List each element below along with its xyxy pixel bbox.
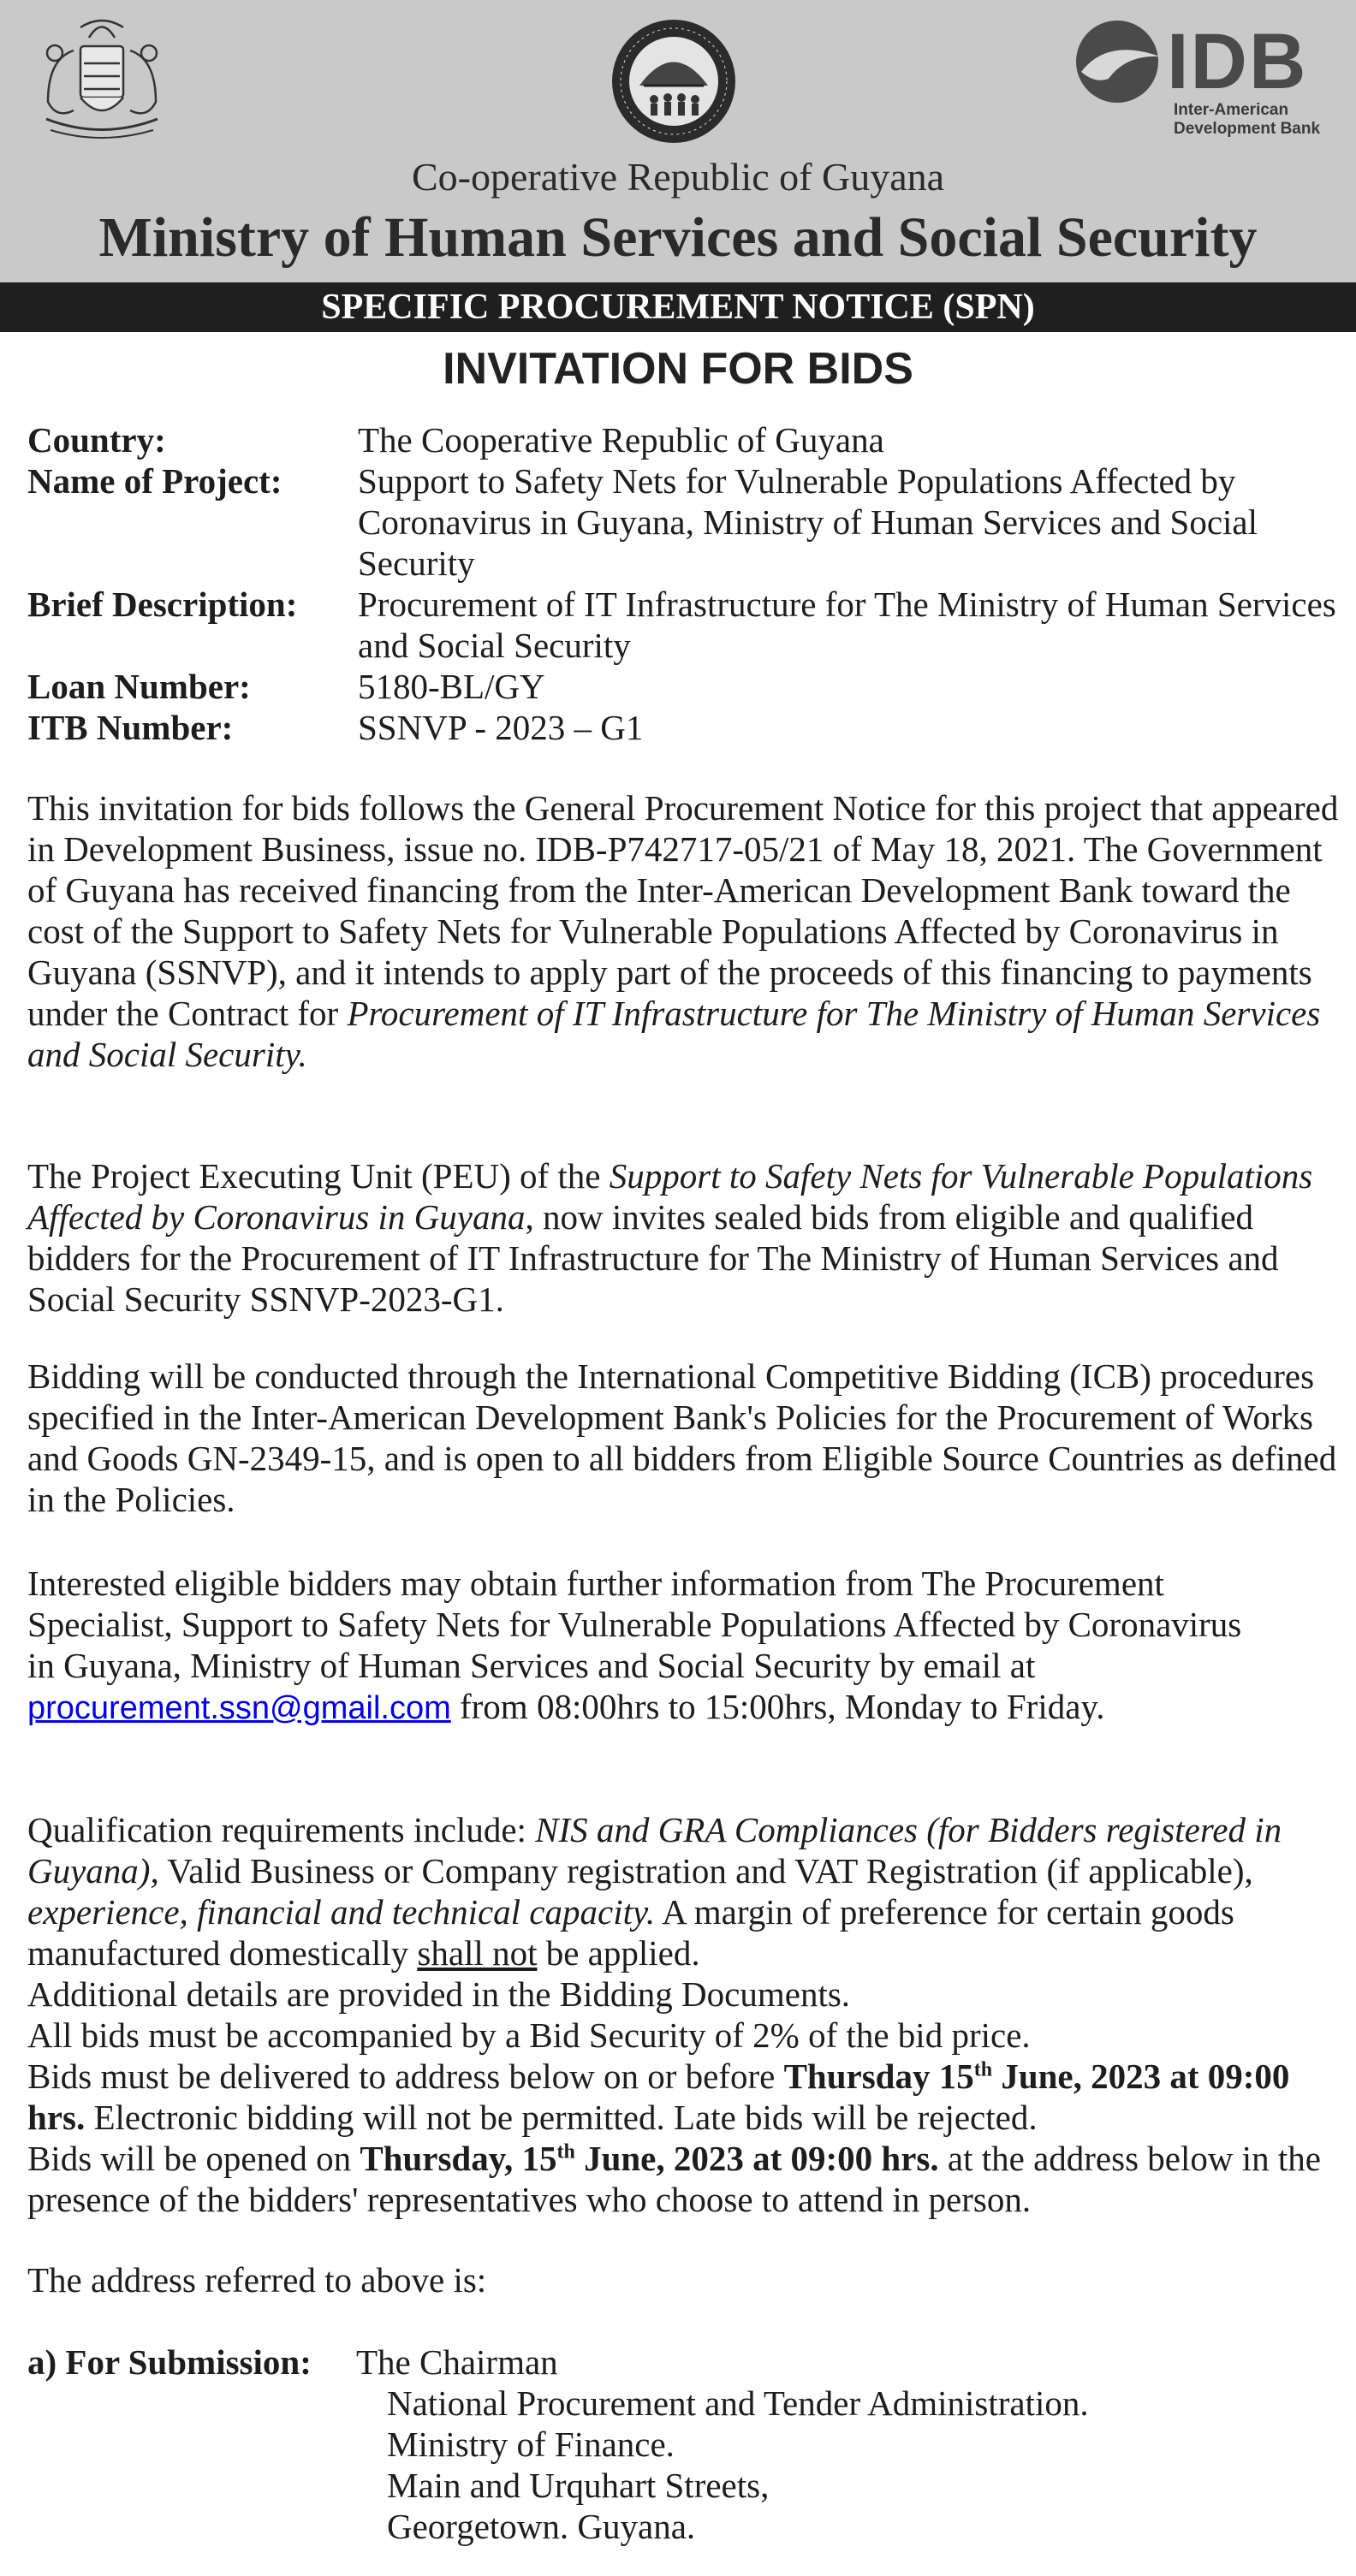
address-line: National Procurement and Tender Administration. bbox=[387, 2383, 1089, 2423]
idb-logo-name: IDB bbox=[1167, 18, 1308, 105]
field-label: ITB Number: bbox=[27, 708, 234, 747]
opening-date-day: Thursday, 15 bbox=[360, 2139, 557, 2178]
paragraph-text: This invitation for bids follows the General Procurement Notice for this project that appeared in Development Business, issue no. IDB-P742717-05/21 of May 18, 2021. The Government of Guyana has received financing from the Inter-American Development Bank toward the cost of the Support to Safety Nets for Vulnerable Populations Affected by Coronavirus in Guyana (SSNVP), and it intends to apply part of the proceeds of this financing to payments under the Contract for bbox=[27, 788, 1339, 1033]
submission-address bbox=[27, 2342, 1346, 2564]
delivery-text-2: Electronic bidding will not be permitted. Late bids will be rejected. bbox=[85, 2098, 1038, 2137]
qualification-text bbox=[27, 1809, 1353, 1974]
field-value: Procurement of IT Infrastructure for The Ministry of Human Services and Social Security bbox=[358, 585, 1336, 665]
address-label: a) For Submission: bbox=[27, 2342, 312, 2382]
ordinal-suffix: th bbox=[973, 2058, 993, 2081]
paragraph-text: Interested eligible bidders may obtain further information from The Procurement Specialist, Support to Safety Nets for Vulnerable Populations Affected by Coronavirus in Guyana, Ministry of Human Services and Social Security by email at bbox=[27, 1564, 1242, 1685]
idb-logo-line2: Development Bank bbox=[1174, 120, 1321, 138]
field-itb-number bbox=[27, 707, 1337, 748]
delivery-text-1: Bids must be delivered to address below on or before bbox=[27, 2057, 784, 2096]
page-title: INVITATION FOR BIDS bbox=[443, 344, 913, 394]
qualification-text-4: be applied. bbox=[537, 1933, 700, 1973]
details-line: Additional details are provided in the Bidding Documents. bbox=[27, 1974, 851, 2014]
address-lines bbox=[387, 2383, 1329, 2547]
notice-type-banner: SPECIFIC PROCUREMENT NOTICE (SPN) bbox=[0, 282, 1356, 332]
field-label: Name of Project: bbox=[27, 461, 282, 501]
idb-logo-line1: Inter-American bbox=[1174, 101, 1289, 119]
qualification-text-3: A margin of preference for certain goods manufactured domestically bbox=[27, 1892, 1234, 1973]
opening-text-2: at the address below in the presence of the bidders' representatives who choose to attend in person. bbox=[27, 2139, 1321, 2219]
notice-header bbox=[0, 0, 1356, 282]
qualification-italic-2: experience, financial and technical capacity. bbox=[27, 1892, 656, 1932]
paragraph-financing bbox=[27, 787, 1353, 1075]
delivery-deadline-line bbox=[27, 2056, 1353, 2138]
field-value: SSNVP - 2023 – G1 bbox=[358, 708, 644, 747]
opening-text-1: Bids will be opened on bbox=[27, 2139, 360, 2178]
field-country bbox=[27, 419, 1337, 460]
ministry-seal-logo bbox=[610, 17, 738, 145]
idb-globe-icon bbox=[1074, 19, 1163, 104]
field-brief-description bbox=[27, 584, 1337, 666]
bid-opening-line bbox=[27, 2138, 1353, 2220]
address-line: Main and Urquhart Streets, bbox=[387, 2466, 770, 2505]
paragraph-contact bbox=[27, 1563, 1243, 1729]
field-value: Support to Safety Nets for Vulnerable Populations Affected by Coronavirus in Guyana, Ministry of Human Services and Social Security bbox=[358, 461, 1258, 583]
paragraph-qualification bbox=[27, 1809, 1353, 2220]
field-label: Country: bbox=[27, 420, 166, 460]
field-label: Brief Description: bbox=[27, 585, 298, 624]
delivery-date-day: Thursday 15 bbox=[783, 2057, 974, 2096]
idb-logo bbox=[1074, 19, 1331, 139]
qualification-text-2: Valid Business or Company registration and VAT Registration (if applicable), bbox=[158, 1851, 1253, 1890]
ordinal-suffix: th bbox=[556, 2140, 575, 2163]
paragraph-invitation bbox=[27, 1155, 1353, 1320]
qualification-text-1: Qualification requirements include: bbox=[27, 1810, 536, 1849]
project-name-italic: Support to Safety Nets for Vulnerable Populations Affected by Coronavirus in Guyana bbox=[27, 1156, 1313, 1237]
qualification-italic-1: NIS and GRA Compliances (for Bidders registered in Guyana), bbox=[27, 1810, 1282, 1890]
country-heading: Co-operative Republic of Guyana bbox=[411, 155, 945, 199]
field-value: 5180-BL/GY bbox=[358, 667, 545, 706]
delivery-date-rest: June, 2023 at 09:00 hrs. bbox=[27, 2057, 1290, 2137]
address-line: Ministry of Finance. bbox=[387, 2425, 675, 2464]
shall-not-underlined: shall not bbox=[417, 1933, 538, 1973]
paragraph-text: , now invites sealed bids from eligible and qualified bidders for the Procurement of IT Infrastructure for The Ministry of Human Services and Social Security SSNVP-2023-G1. bbox=[27, 1197, 1279, 1319]
opening-date bbox=[360, 2139, 938, 2178]
ministry-heading: Ministry of Human Services and Social Security bbox=[98, 206, 1258, 269]
opening-date-rest: June, 2023 at 09:00 hrs. bbox=[574, 2139, 939, 2178]
field-label: Loan Number: bbox=[27, 667, 251, 706]
field-value: The Cooperative Republic of Guyana bbox=[358, 420, 884, 460]
email-link[interactable]: procurement.ssn@gmail.com bbox=[27, 1690, 451, 1726]
paragraph-text: The Project Executing Unit (PEU) of the bbox=[27, 1156, 610, 1196]
paragraph-text: from 08:00hrs to 15:00hrs, Monday to Friday. bbox=[450, 1687, 1105, 1726]
address-line: Georgetown. Guyana. bbox=[387, 2507, 696, 2546]
field-loan-number bbox=[27, 666, 1337, 707]
address-line: The Chairman bbox=[356, 2342, 558, 2382]
bid-security-line: All bids must be accompanied by a Bid Security of 2% of the bid price. bbox=[27, 2015, 1031, 2055]
paragraph-bidding-procedure: Bidding will be conducted through the International Competitive Bidding (ICB) procedures specified in the Inter-American Development Bank's Policies for the Procurement of Works and Goods GN-2349-15, and is open to all bidders from Eligible Source Countries as defined in the Policies. bbox=[27, 1356, 1337, 1519]
field-project-name bbox=[27, 460, 1337, 584]
contract-name: Procurement of IT Infrastructure for The Ministry of Human Services and Social Security. bbox=[27, 994, 1321, 1074]
coat-of-arms-logo bbox=[29, 12, 175, 149]
address-intro: The address referred to above is: bbox=[27, 2260, 487, 2300]
